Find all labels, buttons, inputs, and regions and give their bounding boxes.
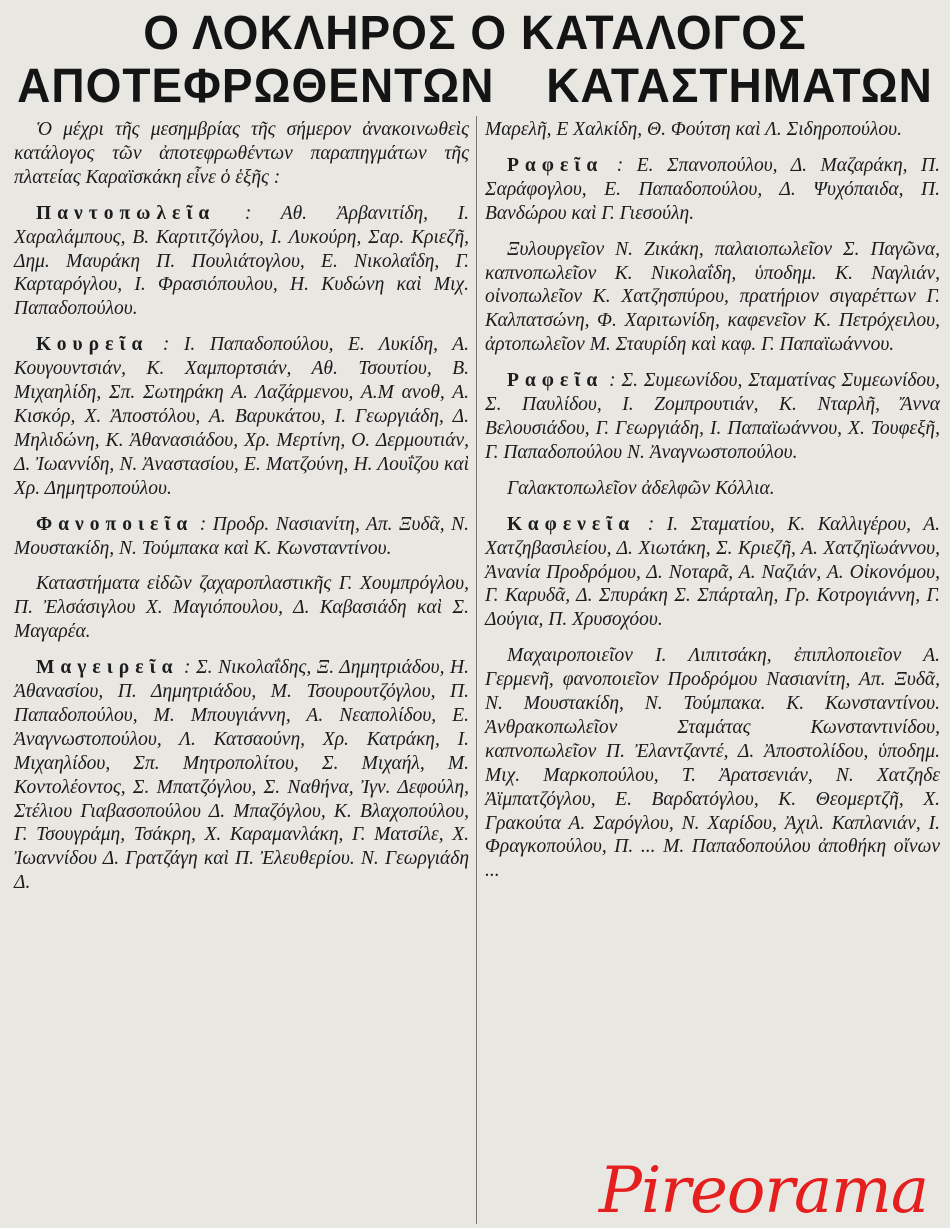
- section-label: Μαγειρεῖα: [36, 657, 179, 679]
- headline-line-1: Ο ΛΟΚΛΗΡΟΣ Ο ΚΑΤΑΛΟΓΟΣ: [143, 4, 807, 60]
- section-label: Παντοπωλεῖα: [36, 202, 216, 224]
- section-label: Καφενεῖα: [507, 513, 636, 535]
- paragraph-lamp-makers: [14, 513, 469, 561]
- watermark-logo: Pireorama: [598, 1154, 928, 1228]
- left-column: [14, 118, 469, 907]
- section-text: : Ε. Σπανοπούλου, Δ. Μαζαράκη, Π. Σαράφογλου, Ε. Παπαδοπούλου, Δ. Ψυχόπαιδα, Π. Βανδώρου καὶ Γ. Γιεσούλη.: [485, 154, 940, 224]
- section-label: Ραφεῖα: [507, 154, 604, 176]
- paragraph-confectionery: Καταστήματα εἰδῶν ζαχαροπλαστικῆς Γ. Χουμπρόγλου, Π. Ἐλσάσιγλου Χ. Μαγιόπουλου, Δ. Καβασιάδη καὶ Σ. Μαγαρέα.: [14, 573, 469, 643]
- section-text: : Αθ. Ἀρβανιτίδη, Ι. Χαραλάμπους, Β. Καρτιτζόγλου, Ι. Λυκούρη, Σαρ. Κριεζῆ, Δημ. Μαυράκη Π. Πουλιάτογλου, Ε. Νικολαΐδη, Γ. Καρταρόγλου, Ι. Φρασιόπουλου, Η. Κυδώνη καὶ Μιχ. Παπαδοπούλου.: [14, 202, 469, 320]
- column-divider: [476, 116, 477, 1224]
- headline-line-2: ΑΠΟΤΕΦΡΩΘΕΝΤΩΝ ΚΑΤΑΣΤΗΜΑΤΩΝ: [17, 57, 933, 113]
- paragraph-other-shops: Μαχαιροποιεῖον Ι. Λιπιτσάκη, ἐπιπλοποιεῖον Α. Γερμενῆ, φανοποιεῖον Προδρόμου Νασιανίτη, Απ. Ξυδᾶ, Ν. Μουστακίδη, Ν. Τούμπακα. Κ. Κωνσταντίνου. Ἀνθρακοπωλεῖον Σταμάτας Κωνσταντινίδου, καπνοπωλεῖον Π. Ἐλαντζαντέ, Δ. Ἀποστολίδου, ὑποδημ. Μιχ. Μαρκοπούλου, Τ. Ἀρατσενιάν, Ν. Χατζηδε Ἀϊμπατζόγλου, Ε. Βαρδατόγλου, Κ. Θεομερτζῆ, Χ. Γρακούτα Α. Σαρόγλου, Ν. Χαρίδου, Ἀχιλ. Καπλανιάν, Ι. Φραγκοπούλου, Π. ... Μ. Παπαδοπούλου ἀποθήκη οἴνων ...: [485, 645, 940, 882]
- section-label: Φανοποιεῖα: [36, 513, 194, 535]
- paragraph-eateries: [14, 656, 469, 895]
- section-label: Ραφεῖα: [507, 370, 604, 392]
- paragraph-barbers: [14, 333, 469, 500]
- paragraph-cafes: [485, 513, 940, 633]
- paragraph-misc-shops: Ξυλουργεῖον Ν. Ζικάκη, παλαιοπωλεῖον Σ. Παγῶνα, καπνοπωλεῖον Κ. Νικολαΐδη, ὑποδημ. Κ. Ναγλιάν, οἰνοπωλεῖον Κ. Χατζησπύρου, πρατήριον σιγαρέττων Γ. Καλπατσώνη, Φ. Χαριτωνίδη, καφενεῖον Κ. Πετρόχειλου, ἀρτοπωλεῖον Μ. Σταυρίδη καὶ καφ. Γ. Παπαϊωάννου.: [485, 238, 940, 356]
- section-text: : Ι. Παπαδοπούλου, Ε. Λυκίδη, Α. Κουγουντσιάν, Κ. Χαμπορτσιάν, Αθ. Τσουτίου, Β. Μιχαηλίδη, Σπ. Σωτηράκη Α. Λαζάρμενου, Α.Μ ανοθ, Α. Κισκόρ, Χ. Ἀποστόλου, Α. Βαρυκάτου, Ι. Γεωργιάδη, Δ. Μηλιδώνη, Κ. Ἀθανασιάδου, Χρ. Μερτίνη, Ο. Δερμουτιάν, Δ. Ἰωαννίδη, Ν. Ἀναστασίου, Ε. Ματζούνη, Η. Λουΐζου καὶ Χρ. Δημητροπούλου.: [14, 334, 469, 499]
- section-text: : Ι. Σταματίου, Κ. Καλλιγέρου, Α. Χατζηβασιλείου, Δ. Χιωτάκη, Σ. Κριεζῆ, Α. Χατζηϊωάννου, Ἀνανία Προδρόμου, Δ. Νοταρᾶ, Α. Ναζιάν, Α. Οἰκονόμου, Γ. Καρυδᾶ, Δ. Σπυράκη Σ. Σπάρταλη, Γρ. Κοτρογιάννη, Γ. Δούγια, Π. Χρυσοχόου.: [485, 513, 940, 631]
- section-text: : Σ. Συμεωνίδου, Σταματίνας Συμεωνίδου, Σ. Παυλίδου, Ι. Ζομπρουτιάν, Κ. Νταρλῆ, Ἄννα Βελουσιάδου, Γ. Γεωργιάδη, Ι. Παπαϊωάννου, Χ. Τουφεξῆ, Γ. Παπαδοπούλου Ν. Ἀναγνωστοπούλου.: [485, 370, 941, 463]
- paragraph-tailors-1: [485, 154, 940, 226]
- intro-paragraph: Ὁ μέχρι τῆς μεσημβρίας τῆς σήμερον ἀνακοινωθεὶς κατάλογος τῶν ἀποτεφρωθέντων παραπηγμάτων τῆς πλατείας Καραϊσκάκη εἶνε ὁ ἑξῆς :: [14, 119, 469, 188]
- paragraph-grocers: [14, 202, 469, 322]
- paragraph-dairy: Γαλακτοπωλεῖον ἀδελφῶν Κόλλια.: [507, 477, 775, 499]
- continuation-paragraph: Μαρελῆ, Ε Χαλκίδη, Θ. Φούτση καὶ Λ. Σιδηροπούλου.: [485, 119, 902, 140]
- section-label: Κουρεῖα: [36, 334, 149, 356]
- headline: [0, 6, 950, 112]
- right-column: [485, 118, 940, 895]
- paragraph-tailors-2: [485, 369, 940, 465]
- section-text: : Προδρ. Νασιανίτη, Απ. Ξυδᾶ, Ν. Μουστακίδη, Ν. Τούμπακα καὶ Κ. Κωνσταντίνου.: [14, 513, 469, 559]
- section-text: : Σ. Νικολαΐδης, Ξ. Δημητριάδου, Η. Ἀθανασίου, Π. Δημητριάδου, Μ. Τσουρουτζόγλου, Π. Παπαδοπούλου, Μ. Μπουγιάννη, Α. Νεαπολίδου, Ε. Ἀναγνωστοπούλου, Λ. Κατσαούνη, Χρ. Κατράκη, Ι. Μιχαηλίδου, Σπ. Μητροπολίτου, Σ. Μιχαήλ, Μ. Κοντολέοντος, Σ. Μπατζόγλου, Σ. Ναθήνα, Ἰγν. Δεφούλη, Στέλιου Γιαβασοπούλου Δ. Μπαζόγλου, Κ. Βλαχοπούλου, Γ. Τσουγράμη, Τσάκρη, Χ. Καραμανλάκη, Γ. Ματσίλε, Χ. Ἰωαννίδου Δ. Γρατζάγη καὶ Π. Ἐλευθερίου. Ν. Γεωργιάδη Δ.: [14, 657, 469, 894]
